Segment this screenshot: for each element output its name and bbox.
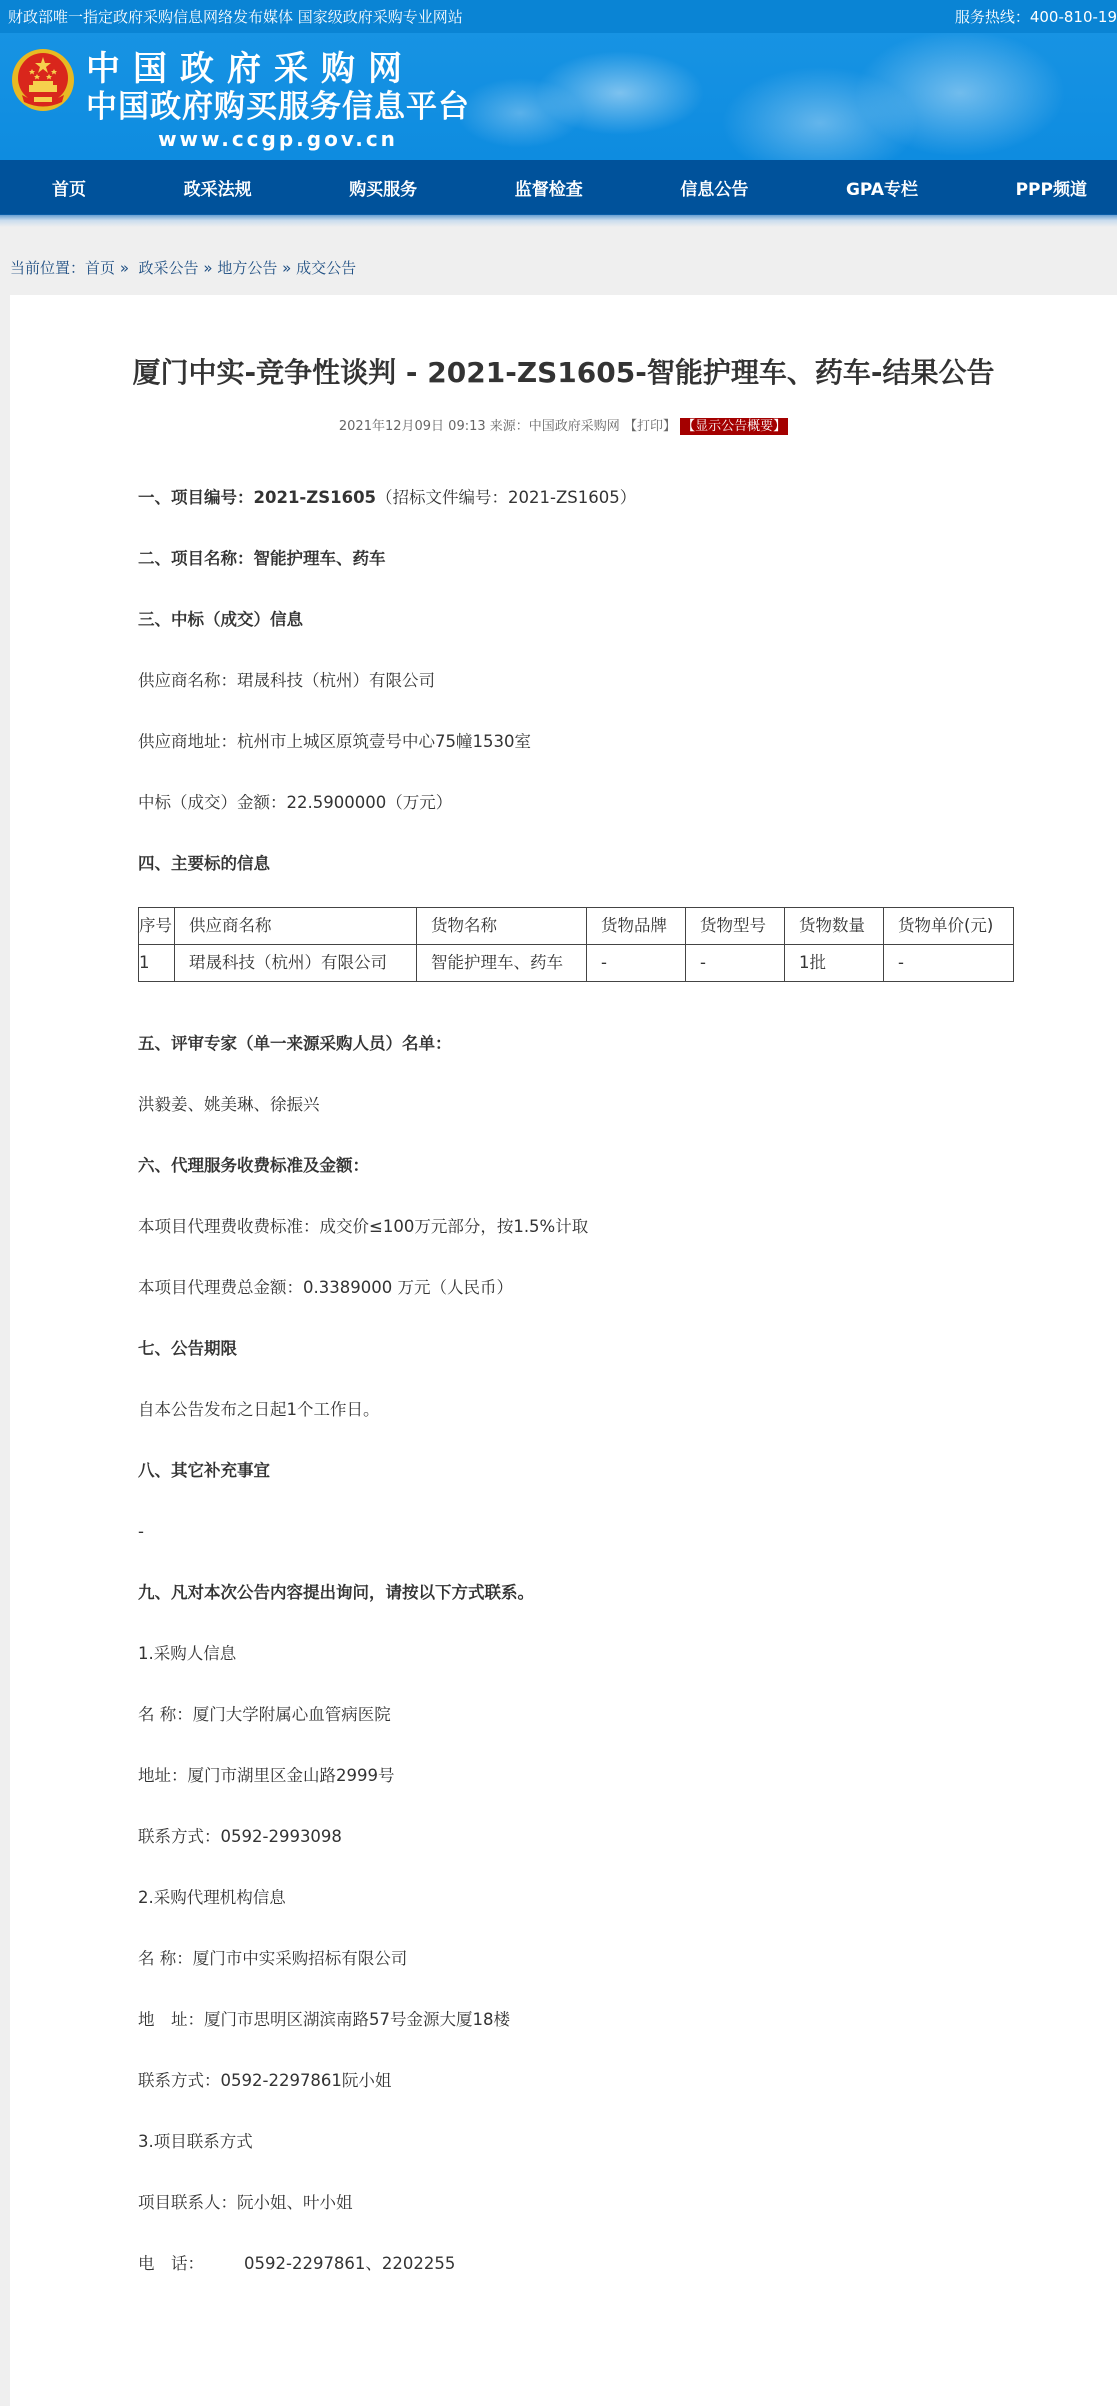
nav-regulations[interactable]: 政采法规 <box>183 179 252 200</box>
site-banner <box>0 33 1117 160</box>
nav-supervision[interactable]: 监督检查 <box>514 179 583 200</box>
cell-quantity: 1批 <box>785 945 884 982</box>
breadcrumb-separator: » <box>119 259 129 277</box>
phone-number: 0592-2297861、2202255 <box>244 2254 456 2273</box>
fee-total: 本项目代理费总金额：0.3389000 万元（人民币） <box>138 1278 513 1297</box>
agency-heading: 2.采购代理机构信息 <box>138 1888 286 1907</box>
national-emblem-icon <box>10 47 76 113</box>
supplier-address: 供应商地址：杭州市上城区原筑壹号中心75幢1530室 <box>138 732 531 751</box>
article-panel <box>10 295 1117 2406</box>
article-title: 厦门中实-竞争性谈判 - 2021-ZS1605-智能护理车、药车-结果公告 <box>132 356 995 389</box>
logo-subtitle: 中国政府购买服务信息平台 <box>86 89 470 125</box>
nav-home[interactable]: 首页 <box>52 179 86 200</box>
section-award-heading: 三、中标（成交）信息 <box>138 610 303 629</box>
experts-list: 洪毅姜、姚美琳、徐振兴 <box>138 1095 320 1114</box>
article-body <box>10 434 1020 2282</box>
article-meta <box>10 415 1117 434</box>
nav-gpa[interactable]: GPA专栏 <box>845 179 918 200</box>
section-project-name: 二、项目名称：智能护理车、药车 <box>138 549 386 568</box>
project-contact-person: 项目联系人：阮小姐、叶小姐 <box>138 2193 353 2212</box>
breadcrumb-separator: » <box>203 259 213 277</box>
table-header-row <box>139 908 1014 945</box>
section-goods-heading: 四、主要标的信息 <box>138 854 270 873</box>
purchaser-name: 名 称：厦门大学附属心血管病医院 <box>138 1705 391 1724</box>
show-summary-button[interactable]: 【显示公告概要】 <box>682 419 787 434</box>
cell-index: 1 <box>139 945 175 982</box>
cell-goods-name: 智能护理车、药车 <box>417 945 587 982</box>
cell-unit-price: - <box>884 945 1014 982</box>
cell-brand: - <box>587 945 686 982</box>
main-nav <box>0 160 1117 215</box>
publish-datetime: 2021年12月09日 09:13 <box>338 419 486 434</box>
agency-name: 名 称：厦门市中实采购招标有限公司 <box>138 1949 408 1968</box>
section-experts-heading: 五、评审专家（单一来源采购人员）名单： <box>138 1034 452 1053</box>
th-model: 货物型号 <box>686 908 785 945</box>
section-fee-heading: 六、代理服务收费标准及金额： <box>138 1156 369 1175</box>
th-quantity: 货物数量 <box>785 908 884 945</box>
th-index: 序号 <box>139 908 175 945</box>
purchaser-contact: 联系方式：0592-2993098 <box>138 1827 342 1846</box>
article-source: 来源：中国政府采购网 <box>489 419 620 434</box>
agency-address: 地 址：厦门市思明区湖滨南路57号金源大厦18楼 <box>138 2010 510 2029</box>
section-project-number: 一、项目编号：2021-ZS1605（招标文件编号：2021-ZS1605） <box>138 488 637 507</box>
breadcrumb-home[interactable]: 首页 <box>85 259 116 277</box>
nav-shadow <box>0 215 1117 227</box>
announcement-period: 自本公告发布之日起1个工作日。 <box>138 1400 380 1419</box>
breadcrumb-prefix: 当前位置： <box>10 259 86 277</box>
purchaser-heading: 1.采购人信息 <box>138 1644 237 1663</box>
th-supplier: 供应商名称 <box>175 908 417 945</box>
breadcrumb-gov-announcements[interactable]: 政采公告 <box>138 259 199 277</box>
goods-table <box>138 907 1014 982</box>
section-contact-heading: 九、凡对本次公告内容提出询问，请按以下方式联系。 <box>138 1583 534 1602</box>
print-link[interactable]: 【打印】 <box>623 419 676 434</box>
other-matters: - <box>138 1522 144 1541</box>
th-brand: 货物品牌 <box>587 908 686 945</box>
award-amount: 中标（成交）金额：22.5900000（万元） <box>138 793 453 812</box>
nav-announcements[interactable]: 信息公告 <box>680 179 749 200</box>
purchaser-address: 地址：厦门市湖里区金山路2999号 <box>138 1766 395 1785</box>
top-bar <box>0 0 1117 33</box>
project-phone <box>138 2246 1020 2282</box>
nav-purchase-services[interactable]: 购买服务 <box>349 179 418 200</box>
breadcrumb-deal-announcements[interactable]: 成交公告 <box>296 259 357 277</box>
breadcrumb-local-announcements[interactable]: 地方公告 <box>217 259 278 277</box>
section-period-heading: 七、公告期限 <box>138 1339 237 1358</box>
service-hotline: 服务热线：400-810-19 <box>954 8 1117 26</box>
logo-title: 中国政府采购网 <box>86 49 415 89</box>
site-slogan: 财政部唯一指定政府采购信息网络发布媒体 国家级政府采购专业网站 <box>8 8 463 26</box>
breadcrumb-separator: » <box>282 259 292 277</box>
site-logo[interactable] <box>86 49 470 151</box>
project-contact-heading: 3.项目联系方式 <box>138 2132 253 2151</box>
logo-url: www.ccgp.gov.cn <box>158 127 398 151</box>
breadcrumb <box>0 227 1117 295</box>
cell-model: - <box>686 945 785 982</box>
fee-standard: 本项目代理费收费标准：成交价≤100万元部分，按1.5%计取 <box>138 1217 589 1236</box>
th-goods-name: 货物名称 <box>417 908 587 945</box>
nav-ppp[interactable]: PPP频道 <box>1015 179 1087 200</box>
supplier-name: 供应商名称：珺晟科技（杭州）有限公司 <box>138 671 435 690</box>
agency-contact: 联系方式：0592-2297861阮小姐 <box>138 2071 392 2090</box>
table-row <box>139 945 1014 982</box>
cell-supplier: 珺晟科技（杭州）有限公司 <box>175 945 417 982</box>
th-unit-price: 货物单价(元) <box>884 908 1014 945</box>
phone-label: 电 话： <box>138 2254 204 2273</box>
section-other-heading: 八、其它补充事宜 <box>138 1461 270 1480</box>
